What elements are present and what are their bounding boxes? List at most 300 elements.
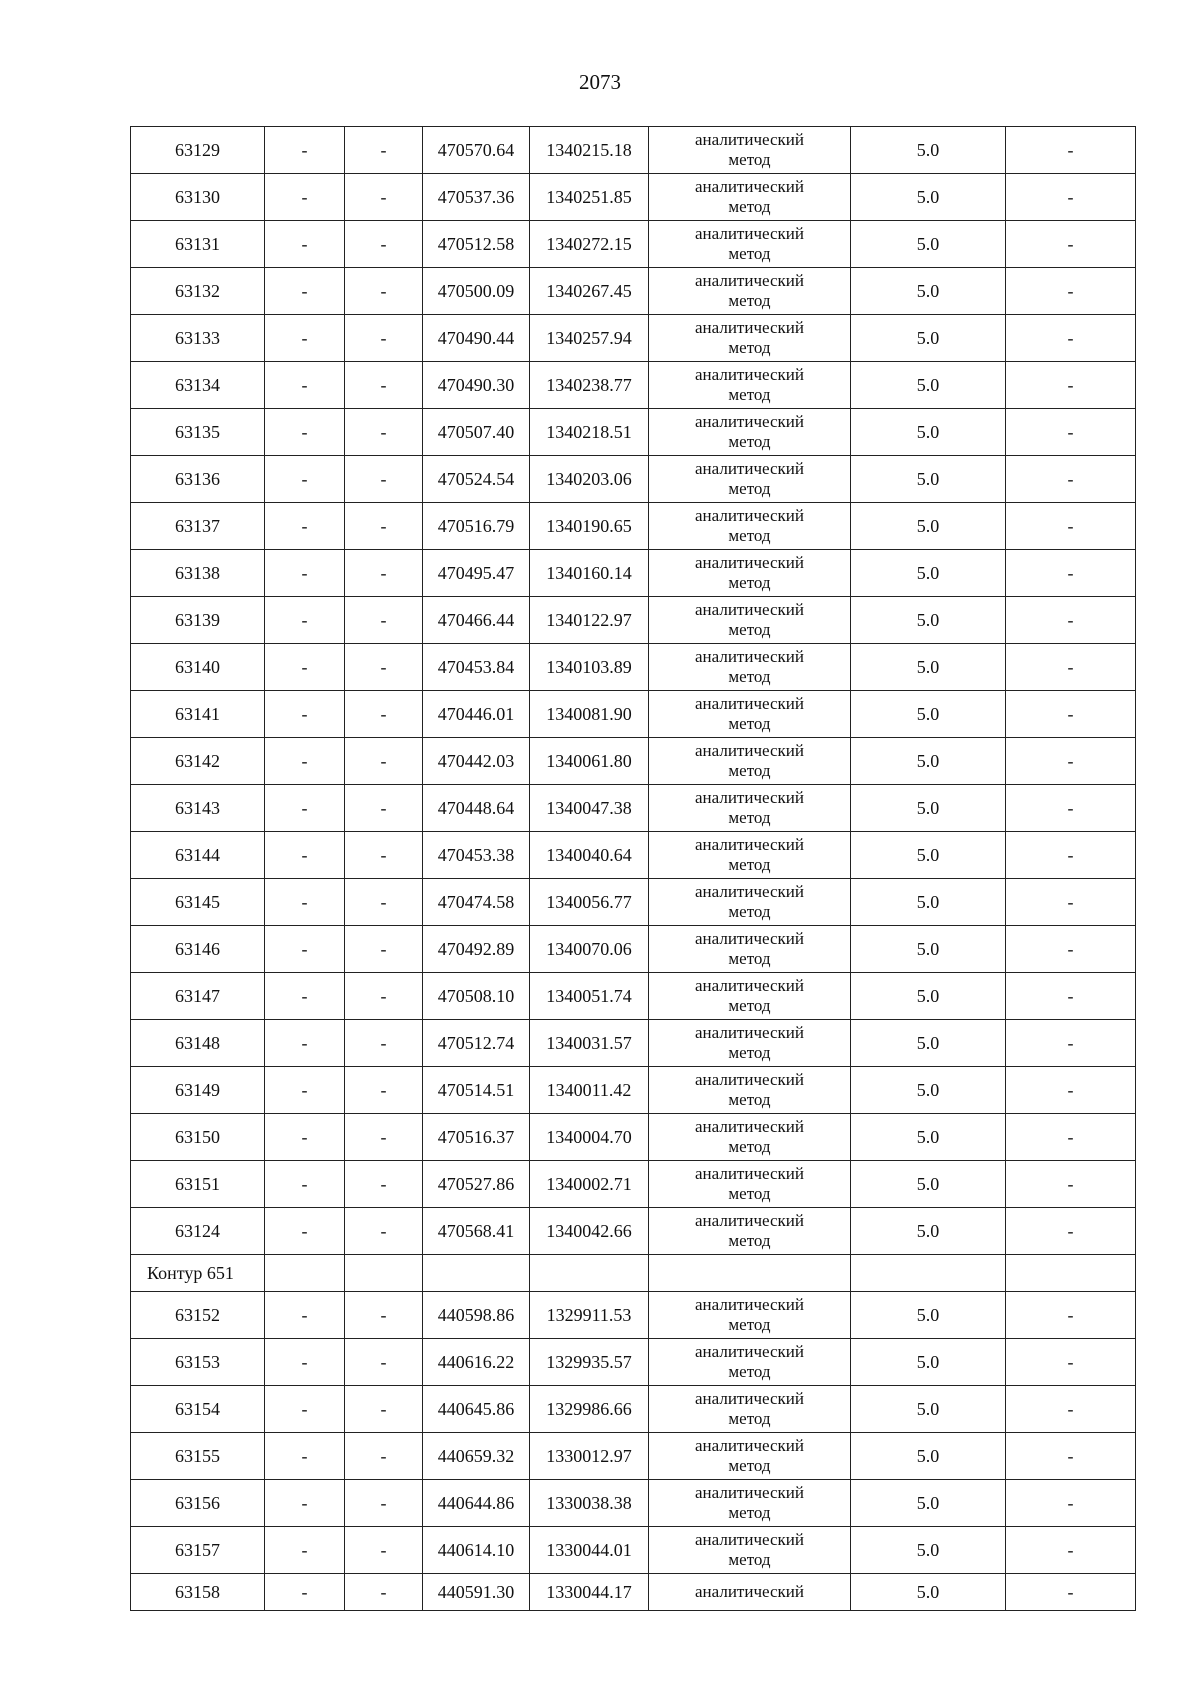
dash-cell: - [265,315,345,362]
table-row [131,597,1136,644]
x-coordinate-cell: 440644.86 [423,1480,530,1527]
table-row [131,268,1136,315]
method-cell [649,127,851,174]
method-line-1: аналитический [695,1436,804,1455]
dash-cell: - [265,973,345,1020]
dash-cell: - [345,1161,423,1208]
dash-cell: - [1006,597,1136,644]
x-coordinate-cell: 440616.22 [423,1339,530,1386]
x-coordinate-cell: 470500.09 [423,268,530,315]
y-coordinate-cell: 1340051.74 [530,973,649,1020]
x-coordinate-cell: 470453.38 [423,832,530,879]
table-row [131,315,1136,362]
method-cell [649,691,851,738]
method-cell [649,738,851,785]
x-coordinate-cell: 470466.44 [423,597,530,644]
method-line-1: аналитический [695,1070,804,1089]
method-line-1: аналитический [695,224,804,243]
point-id-cell: 63157 [131,1527,265,1574]
point-id-cell: 63148 [131,1020,265,1067]
dash-cell: - [345,1208,423,1255]
dash-cell: - [265,127,345,174]
dash-cell: - [265,1208,345,1255]
x-coordinate-cell: 440598.86 [423,1292,530,1339]
table-row [131,362,1136,409]
dash-cell: - [1006,879,1136,926]
dash-cell: - [345,644,423,691]
y-coordinate-cell: 1330012.97 [530,1433,649,1480]
accuracy-cell: 5.0 [851,221,1006,268]
x-coordinate-cell: 470527.86 [423,1161,530,1208]
method-line-2: метод [728,1184,771,1203]
method-cell [649,1292,851,1339]
dash-cell: - [345,268,423,315]
dash-cell: - [265,1339,345,1386]
y-coordinate-cell: 1340103.89 [530,644,649,691]
method-cell [649,409,851,456]
dash-cell: - [1006,1386,1136,1433]
dash-cell: - [265,1386,345,1433]
dash-cell: - [1006,1292,1136,1339]
x-coordinate-cell: 440614.10 [423,1527,530,1574]
method-line-1: аналитический [695,1582,804,1601]
y-coordinate-cell: 1340056.77 [530,879,649,926]
table-row [131,409,1136,456]
y-coordinate-cell: 1329986.66 [530,1386,649,1433]
accuracy-cell: 5.0 [851,1480,1006,1527]
method-line-2: метод [728,479,771,498]
table-row [131,221,1136,268]
point-id-cell: 63150 [131,1114,265,1161]
y-coordinate-cell: 1340215.18 [530,127,649,174]
table-row [131,1208,1136,1255]
method-line-2: метод [728,855,771,874]
method-line-1: аналитический [695,882,804,901]
method-line-2: метод [728,244,771,263]
method-line-2: метод [728,1231,771,1250]
point-id-cell: 63147 [131,973,265,1020]
dash-cell: - [265,409,345,456]
method-cell [649,1339,851,1386]
y-coordinate-cell: 1340040.64 [530,832,649,879]
x-coordinate-cell: 470516.37 [423,1114,530,1161]
dash-cell: - [345,1292,423,1339]
dash-cell: - [265,1480,345,1527]
point-id-cell: 63155 [131,1433,265,1480]
x-coordinate-cell: 470512.58 [423,221,530,268]
y-coordinate-cell: 1340004.70 [530,1114,649,1161]
dash-cell: - [265,832,345,879]
method-line-1: аналитический [695,1389,804,1408]
dash-cell: - [345,221,423,268]
method-line-1: аналитический [695,412,804,431]
accuracy-cell: 5.0 [851,1208,1006,1255]
accuracy-cell: 5.0 [851,1433,1006,1480]
dash-cell: - [265,738,345,785]
y-coordinate-cell: 1340122.97 [530,597,649,644]
method-cell [649,456,851,503]
point-id-cell: 63158 [131,1574,265,1611]
method-line-1: аналитический [695,1023,804,1042]
dash-cell: - [345,879,423,926]
method-line-2: метод [728,667,771,686]
point-id-cell: 63144 [131,832,265,879]
table-row [131,1433,1136,1480]
empty-cell [423,1255,530,1292]
x-coordinate-cell: 470507.40 [423,409,530,456]
dash-cell: - [265,597,345,644]
dash-cell: - [345,926,423,973]
coordinates-table [130,126,1136,1611]
x-coordinate-cell: 470514.51 [423,1067,530,1114]
x-coordinate-cell: 470537.36 [423,174,530,221]
dash-cell: - [265,221,345,268]
method-line-1: аналитический [695,271,804,290]
y-coordinate-cell: 1329911.53 [530,1292,649,1339]
dash-cell: - [345,409,423,456]
method-line-1: аналитический [695,741,804,760]
x-coordinate-cell: 470516.79 [423,503,530,550]
x-coordinate-cell: 440591.30 [423,1574,530,1611]
dash-cell: - [265,644,345,691]
dash-cell: - [265,362,345,409]
dash-cell: - [1006,1208,1136,1255]
dash-cell: - [1006,691,1136,738]
dash-cell: - [265,1527,345,1574]
point-id-cell: 63142 [131,738,265,785]
table-row [131,503,1136,550]
method-line-1: аналитический [695,647,804,666]
method-line-1: аналитический [695,1530,804,1549]
method-line-1: аналитический [695,130,804,149]
dash-cell: - [345,973,423,1020]
method-line-2: метод [728,1090,771,1109]
dash-cell: - [345,1527,423,1574]
point-id-cell: 63134 [131,362,265,409]
x-coordinate-cell: 470524.54 [423,456,530,503]
accuracy-cell: 5.0 [851,879,1006,926]
dash-cell: - [1006,973,1136,1020]
dash-cell: - [345,738,423,785]
dash-cell: - [265,174,345,221]
dash-cell: - [265,1292,345,1339]
dash-cell: - [1006,1574,1136,1611]
method-line-1: аналитический [695,459,804,478]
method-line-1: аналитический [695,506,804,525]
dash-cell: - [265,1114,345,1161]
accuracy-cell: 5.0 [851,1292,1006,1339]
table-row [131,1574,1136,1611]
method-cell [649,1067,851,1114]
accuracy-cell: 5.0 [851,1020,1006,1067]
method-line-1: аналитический [695,365,804,384]
accuracy-cell: 5.0 [851,832,1006,879]
contour-label: Контур 651 [131,1255,265,1292]
dash-cell: - [345,1020,423,1067]
dash-cell: - [265,1574,345,1611]
y-coordinate-cell: 1340031.57 [530,1020,649,1067]
y-coordinate-cell: 1340272.15 [530,221,649,268]
method-line-2: метод [728,1137,771,1156]
empty-cell [345,1255,423,1292]
dash-cell: - [265,785,345,832]
accuracy-cell: 5.0 [851,503,1006,550]
table-row [131,1292,1136,1339]
point-id-cell: 63156 [131,1480,265,1527]
table-row [131,174,1136,221]
dash-cell: - [1006,221,1136,268]
method-cell [649,315,851,362]
dash-cell: - [1006,409,1136,456]
dash-cell: - [345,315,423,362]
method-line-2: метод [728,526,771,545]
point-id-cell: 63154 [131,1386,265,1433]
table-row [131,1527,1136,1574]
point-id-cell: 63149 [131,1067,265,1114]
table-row [131,1161,1136,1208]
point-id-cell: 63132 [131,268,265,315]
accuracy-cell: 5.0 [851,315,1006,362]
dash-cell: - [345,503,423,550]
y-coordinate-cell: 1340238.77 [530,362,649,409]
method-line-1: аналитический [695,1483,804,1502]
y-coordinate-cell: 1340160.14 [530,550,649,597]
dash-cell: - [345,550,423,597]
dash-cell: - [1006,456,1136,503]
y-coordinate-cell: 1340257.94 [530,315,649,362]
dash-cell: - [345,174,423,221]
dash-cell: - [1006,550,1136,597]
dash-cell: - [345,1574,423,1611]
method-line-2: метод [728,761,771,780]
accuracy-cell: 5.0 [851,1339,1006,1386]
table-row [131,1480,1136,1527]
table-row [131,691,1136,738]
table-row [131,738,1136,785]
method-line-1: аналитический [695,318,804,337]
method-cell [649,1433,851,1480]
point-id-cell: 63141 [131,691,265,738]
dash-cell: - [1006,1527,1136,1574]
table-row [131,1114,1136,1161]
accuracy-cell: 5.0 [851,550,1006,597]
x-coordinate-cell: 470508.10 [423,973,530,1020]
dash-cell: - [345,832,423,879]
dash-cell: - [345,597,423,644]
table-row [131,926,1136,973]
accuracy-cell: 5.0 [851,597,1006,644]
method-cell [649,785,851,832]
dash-cell: - [345,1480,423,1527]
y-coordinate-cell: 1340081.90 [530,691,649,738]
dash-cell: - [1006,1020,1136,1067]
method-cell [649,174,851,221]
y-coordinate-cell: 1340002.71 [530,1161,649,1208]
point-id-cell: 63136 [131,456,265,503]
method-line-2: метод [728,1362,771,1381]
method-cell [649,221,851,268]
x-coordinate-cell: 440645.86 [423,1386,530,1433]
method-line-2: метод [728,714,771,733]
method-cell [649,503,851,550]
method-cell [649,926,851,973]
y-coordinate-cell: 1329935.57 [530,1339,649,1386]
dash-cell: - [265,926,345,973]
dash-cell: - [265,1020,345,1067]
method-line-1: аналитический [695,1211,804,1230]
method-line-2: метод [728,1550,771,1569]
dash-cell: - [1006,503,1136,550]
method-line-2: метод [728,996,771,1015]
dash-cell: - [345,456,423,503]
y-coordinate-cell: 1340218.51 [530,409,649,456]
dash-cell: - [265,550,345,597]
empty-cell [851,1255,1006,1292]
empty-cell [1006,1255,1136,1292]
point-id-cell: 63133 [131,315,265,362]
method-cell [649,597,851,644]
dash-cell: - [1006,1161,1136,1208]
method-line-2: метод [728,949,771,968]
accuracy-cell: 5.0 [851,409,1006,456]
method-line-2: метод [728,1315,771,1334]
point-id-cell: 63151 [131,1161,265,1208]
method-line-1: аналитический [695,600,804,619]
method-line-1: аналитический [695,835,804,854]
y-coordinate-cell: 1340070.06 [530,926,649,973]
accuracy-cell: 5.0 [851,973,1006,1020]
method-cell [649,1574,851,1611]
dash-cell: - [1006,268,1136,315]
method-line-2: метод [728,620,771,639]
dash-cell: - [1006,738,1136,785]
dash-cell: - [345,785,423,832]
accuracy-cell: 5.0 [851,926,1006,973]
accuracy-cell: 5.0 [851,1114,1006,1161]
method-line-1: аналитический [695,788,804,807]
method-cell [649,644,851,691]
dash-cell: - [265,879,345,926]
method-line-1: аналитический [695,1295,804,1314]
accuracy-cell: 5.0 [851,1527,1006,1574]
method-line-2: метод [728,385,771,404]
dash-cell: - [345,1067,423,1114]
table-body [131,127,1136,1611]
point-id-cell: 63131 [131,221,265,268]
point-id-cell: 63129 [131,127,265,174]
point-id-cell: 63143 [131,785,265,832]
table-row [131,456,1136,503]
method-line-1: аналитический [695,694,804,713]
y-coordinate-cell: 1340061.80 [530,738,649,785]
method-cell [649,362,851,409]
method-line-2: метод [728,902,771,921]
table-row [131,550,1136,597]
accuracy-cell: 5.0 [851,268,1006,315]
method-cell [649,1020,851,1067]
method-cell [649,268,851,315]
method-line-1: аналитический [695,929,804,948]
method-line-1: аналитический [695,177,804,196]
y-coordinate-cell: 1340042.66 [530,1208,649,1255]
dash-cell: - [1006,1480,1136,1527]
point-id-cell: 63138 [131,550,265,597]
dash-cell: - [1006,926,1136,973]
method-cell [649,1161,851,1208]
x-coordinate-cell: 470568.41 [423,1208,530,1255]
accuracy-cell: 5.0 [851,174,1006,221]
dash-cell: - [345,691,423,738]
x-coordinate-cell: 470495.47 [423,550,530,597]
empty-cell [265,1255,345,1292]
method-line-2: метод [728,150,771,169]
dash-cell: - [265,503,345,550]
point-id-cell: 63145 [131,879,265,926]
x-coordinate-cell: 440659.32 [423,1433,530,1480]
method-line-2: метод [728,432,771,451]
x-coordinate-cell: 470492.89 [423,926,530,973]
table-row [131,1067,1136,1114]
table-row [131,832,1136,879]
method-cell [649,1208,851,1255]
dash-cell: - [265,1067,345,1114]
x-coordinate-cell: 470446.01 [423,691,530,738]
method-line-2: метод [728,573,771,592]
method-cell [649,1480,851,1527]
method-line-1: аналитический [695,1342,804,1361]
point-id-cell: 63137 [131,503,265,550]
table-row [131,785,1136,832]
x-coordinate-cell: 470512.74 [423,1020,530,1067]
accuracy-cell: 5.0 [851,1574,1006,1611]
dash-cell: - [345,1339,423,1386]
accuracy-cell: 5.0 [851,362,1006,409]
accuracy-cell: 5.0 [851,691,1006,738]
y-coordinate-cell: 1340047.38 [530,785,649,832]
x-coordinate-cell: 470448.64 [423,785,530,832]
dash-cell: - [265,456,345,503]
accuracy-cell: 5.0 [851,1067,1006,1114]
x-coordinate-cell: 470453.84 [423,644,530,691]
table-row [131,644,1136,691]
table-row [131,1020,1136,1067]
y-coordinate-cell: 1340267.45 [530,268,649,315]
dash-cell: - [1006,127,1136,174]
empty-cell [530,1255,649,1292]
dash-cell: - [345,362,423,409]
y-coordinate-cell: 1340203.06 [530,456,649,503]
y-coordinate-cell: 1330038.38 [530,1480,649,1527]
point-id-cell: 63146 [131,926,265,973]
dash-cell: - [265,1433,345,1480]
method-line-2: метод [728,1043,771,1062]
accuracy-cell: 5.0 [851,127,1006,174]
dash-cell: - [345,127,423,174]
page-number: 2073 [579,70,621,94]
accuracy-cell: 5.0 [851,456,1006,503]
dash-cell: - [1006,832,1136,879]
method-line-2: метод [728,338,771,357]
table-row [131,127,1136,174]
point-id-cell: 63135 [131,409,265,456]
method-cell [649,832,851,879]
method-cell [649,1527,851,1574]
method-line-2: метод [728,1409,771,1428]
table-row [131,879,1136,926]
method-cell [649,879,851,926]
point-id-cell: 63139 [131,597,265,644]
y-coordinate-cell: 1340190.65 [530,503,649,550]
